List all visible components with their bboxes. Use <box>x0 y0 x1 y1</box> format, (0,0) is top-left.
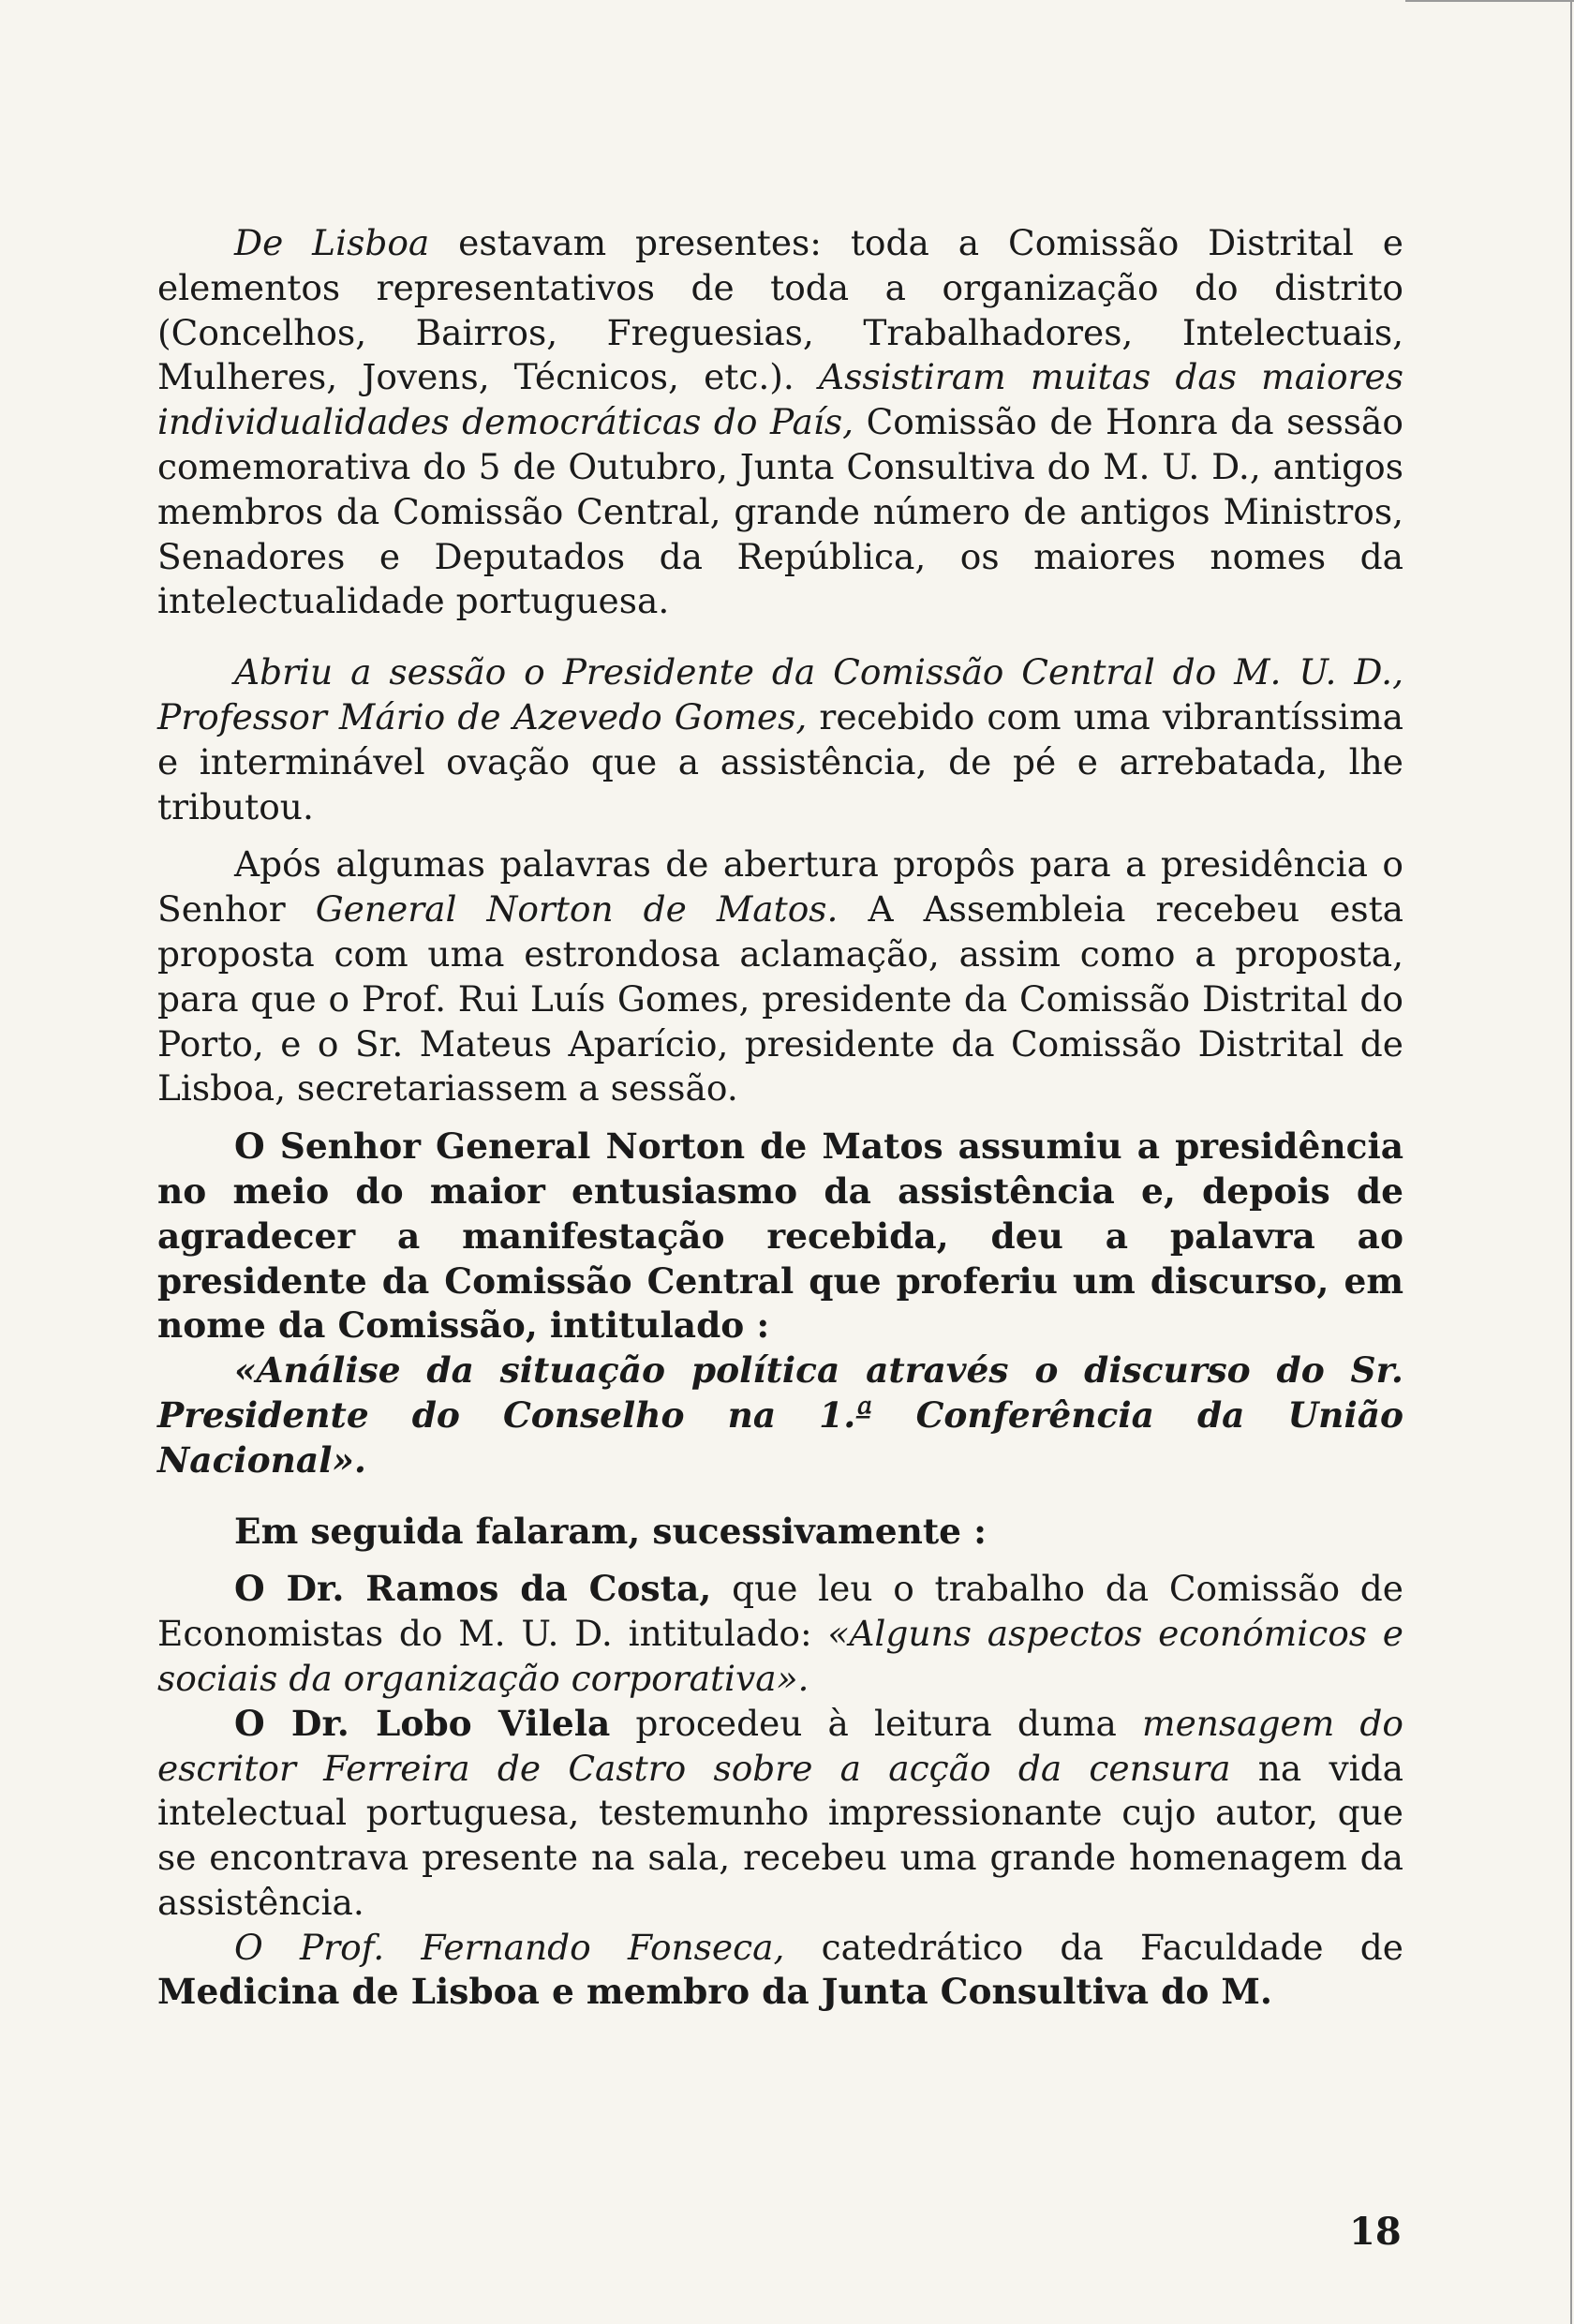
text-run: estavam presentes: toda a Comissão Distrital e elementos representativos de toda a organização do distrito (Concelhos, Bairros, Freguesias, Trabalhadores, Intelectuais, Mulheres, Jovens, Técnicos, etc.). <box>157 222 1403 398</box>
top-edge-line <box>1405 0 1574 2</box>
text-run: O Prof. Fernando Fonseca, <box>234 1926 785 1968</box>
text-run: O Dr. Lobo Vilela <box>234 1702 611 1744</box>
paragraph-attendees <box>157 221 1403 624</box>
body-text <box>157 221 1403 2015</box>
text-run: O Dr. Ramos da Costa, <box>234 1568 712 1610</box>
text-run: Medicina de Lisboa e membro da Junta Consultiva do M. <box>157 1971 1272 2013</box>
right-edge-line <box>1570 0 1572 2324</box>
text-run: recebido com uma vibrantíssima e interminável ovação que a assistência, de pé e arrebatada, lhe tributou. <box>157 695 1403 827</box>
text-run: A Assembleia recebeu esta proposta com uma estrondosa aclamação, assim como a proposta, para que o Prof. Rui Luís Gomes, presidente da Comissão Distrital do Porto, e o Sr. Mateus Aparício, presidente da Comissão Distrital de Lisboa, secretariassem a sessão. <box>157 888 1404 1110</box>
text-run: que leu o trabalho da Comissão de Economistas do M. U. D. intitulado: <box>157 1568 1403 1655</box>
text-run: Em seguida falaram, sucessivamente : <box>234 1510 987 1552</box>
page-number: 18 <box>1349 2210 1402 2254</box>
paragraph-speech-title <box>157 1348 1403 1482</box>
paragraph-lobo-vilela <box>157 1702 1403 1926</box>
paragraph-presidency-proposal <box>157 842 1403 1111</box>
text-run: procedeu à leitura duma <box>610 1702 1143 1744</box>
text-run: O Senhor General Norton de Matos assumiu a presidência no meio do maior entusiasmo da assistência e, depois de agradecer a manifestação recebida, deu a palavra ao presidente da Comissão Central que proferiu um discurso, em nome da Comissão, intitulado : <box>157 1125 1403 1347</box>
text-run: General Norton de Matos. <box>315 888 839 931</box>
paragraph-norton-de-matos <box>157 1125 1403 1348</box>
text-run: Assistiram muitas das maiores individualidades democráticas do País, <box>157 356 1403 443</box>
text-run: De Lisboa <box>234 222 430 263</box>
paragraph-speakers-intro <box>157 1510 1403 1555</box>
paragraph-ramos-da-costa <box>157 1567 1403 1701</box>
paragraph-session-opening <box>157 650 1403 829</box>
text-run: na vida intelectual portuguesa, testemunho impressionante cujo autor, que se encontrava presente na sala, recebeu uma grande homenagem da assistência. <box>157 1747 1403 1923</box>
text-run: «Alguns aspectos económicos e sociais da organização corporativa». <box>157 1613 1403 1699</box>
text-run: Comissão de Honra da sessão comemorativa do 5 de Outubro, Junta Consultiva do M. U. D., antigos membros da Comissão Central, grande número de antigos Ministros, Senadores e Deputados da República, os maiores nomes da intelectualidade portuguesa. <box>157 401 1403 622</box>
text-run: «Análise da situação política através o discurso do Sr. Presidente do Conselho na 1.ª Conferência da União Nacional». <box>157 1349 1403 1481</box>
text-run: Abriu a sessão o Presidente da Comissão Central do M. U. D., Professor Mário de Azevedo Gomes, <box>157 651 1403 737</box>
paragraph-fernando-fonseca <box>157 1926 1403 2016</box>
text-run: mensagem do escritor Ferreira de Castro sobre a acção da censura <box>157 1702 1403 1789</box>
text-run: Após algumas palavras de abertura propôs para a presidência o Senhor <box>157 843 1403 931</box>
text-run: catedrático da Faculdade de <box>784 1926 1403 1968</box>
